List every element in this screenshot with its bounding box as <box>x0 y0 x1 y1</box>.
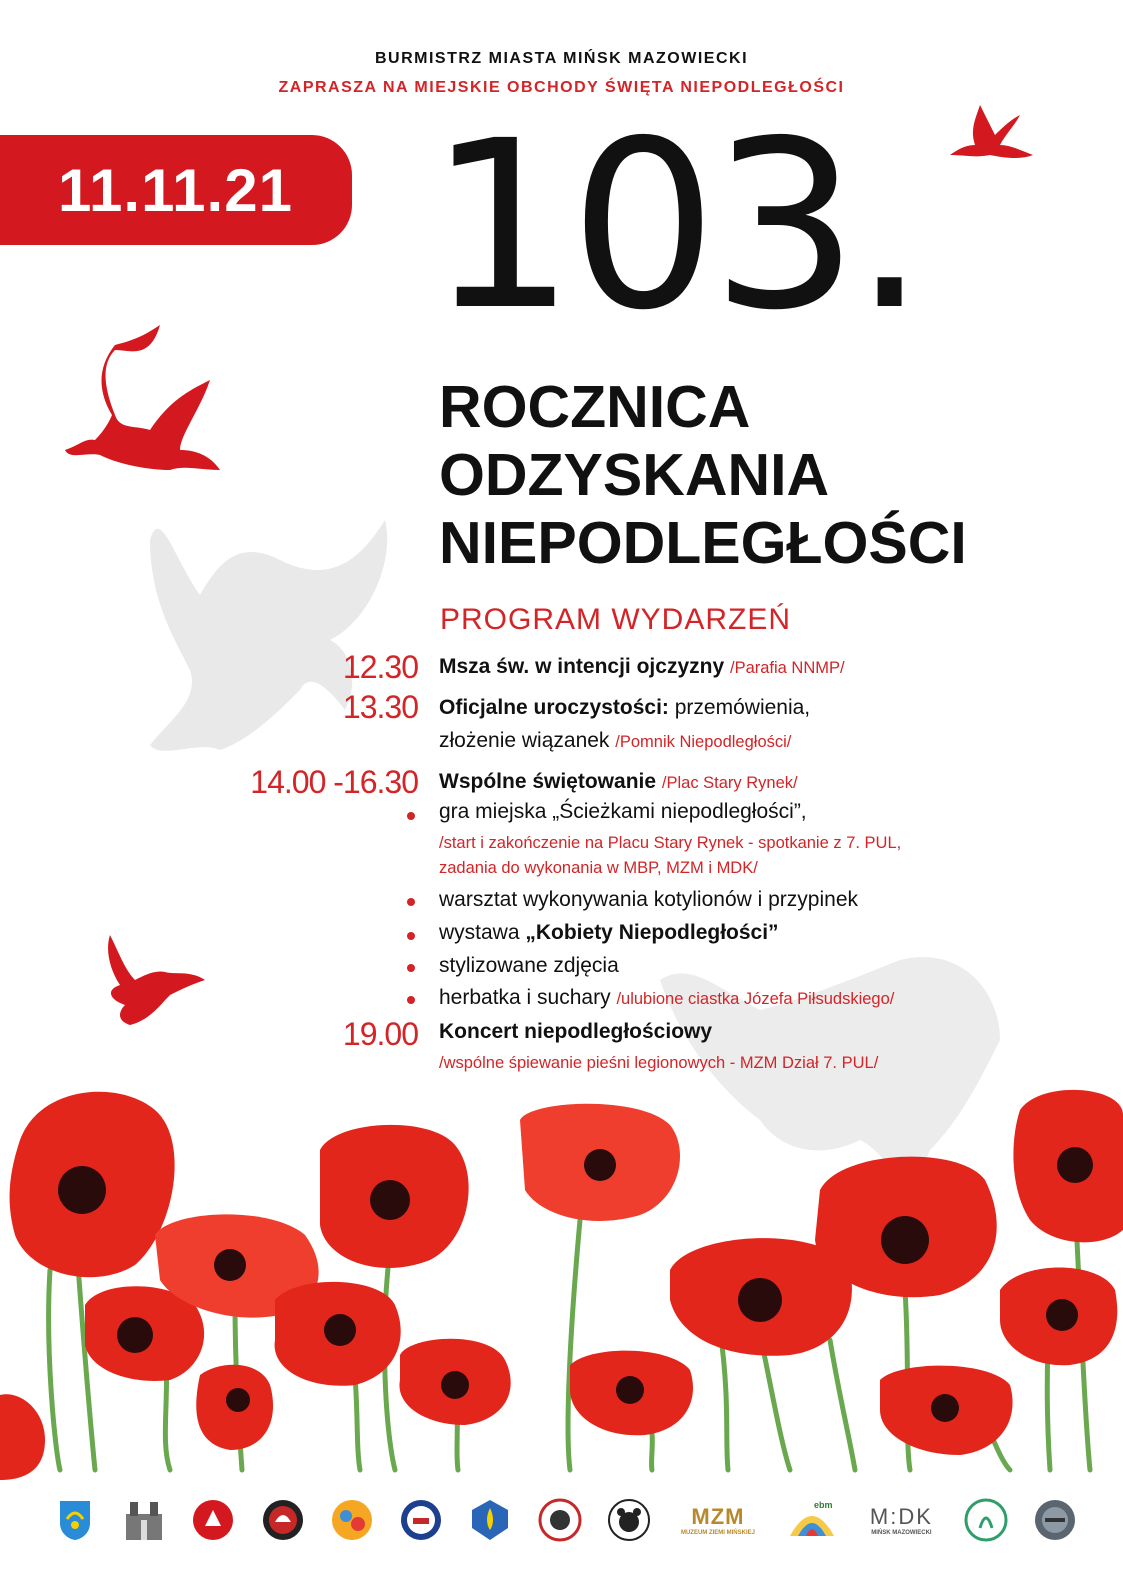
school-number-logo <box>535 1495 585 1545</box>
program-item-note: /start i zakończenie na Placu Stary Rynek - spotkanie z 7. PUL, <box>439 834 902 852</box>
organizer-heading: BURMISTRZ MIASTA MIŃSK MAZOWIECKI <box>374 50 749 67</box>
headline-line-2: ODZYSKANIA <box>439 442 830 508</box>
event-title: Oficjalne uroczystości: <box>439 696 669 719</box>
event-time: 19.00 <box>342 1016 418 1052</box>
headline-line-3: NIEPODLEGŁOŚCI <box>439 510 967 576</box>
eagle-club-logo <box>258 1495 308 1545</box>
mzm-logo-subtitle: MUZEUM ZIEMI MIŃSKIEJ <box>680 1530 755 1536</box>
panda-logo <box>604 1495 654 1545</box>
poppy-flower <box>1000 1268 1117 1366</box>
poppy-flower <box>10 1092 175 1277</box>
poppy-flower <box>196 1365 273 1450</box>
mzm-logo-text: MZM <box>691 1504 745 1529</box>
program-item-location: /ulubione ciastka Józefa Piłsudskiego/ <box>616 990 895 1008</box>
colorful-mascot-logo <box>327 1495 377 1545</box>
program-item-text: herbatka i suchary <box>439 986 611 1009</box>
ebm-foundation-logo <box>782 1495 842 1545</box>
mzm-museum-logo <box>673 1495 763 1545</box>
event-location: /Plac Stary Rynek/ <box>661 774 798 792</box>
program-item-prefix: wystawa <box>439 921 526 944</box>
date-badge <box>0 135 352 245</box>
bullet-icon <box>407 898 415 906</box>
event-line <box>439 655 845 679</box>
event-line <box>439 770 798 794</box>
headline-line-1: ROCZNICA <box>439 374 751 440</box>
event-title: Wspólne świętowanie <box>439 770 657 793</box>
date-text: 11.11.21 <box>58 156 293 224</box>
event-location: /wspólne śpiewanie pieśni legionowych - MZM Dział 7. PUL/ <box>439 1054 879 1072</box>
city-crest-logo <box>50 1495 100 1545</box>
anniversary-number: 103. <box>428 91 921 361</box>
ebm-logo-text: ebm <box>814 1500 833 1510</box>
poppy-flower <box>275 1282 401 1386</box>
event-location: /Pomnik Niepodległości/ <box>615 733 792 751</box>
red-bird-illustration <box>60 320 230 480</box>
red-bird-small-illustration <box>945 100 1035 170</box>
event-time: 12.30 <box>342 649 418 685</box>
mdk-logo <box>861 1495 941 1545</box>
event-line <box>439 1020 712 1044</box>
poppy-flower <box>1013 1090 1123 1242</box>
event-time: 14.00 -16.30 <box>250 764 418 800</box>
program-item: gra miejska „Ścieżkami niepodległości”, <box>439 800 807 823</box>
bullet-icon <box>407 996 415 1004</box>
program-item-note: zadania do wykonania w MBP, MZM i MDK/ <box>439 859 758 877</box>
sponsor-logos <box>50 1490 1080 1550</box>
program-item: warsztat wykonywania kotylionów i przypinek <box>439 888 859 911</box>
event-detail: przemówienia, <box>674 696 811 719</box>
poppy-flower <box>815 1157 997 1298</box>
bullet-icon <box>407 932 415 940</box>
poppy-flower <box>0 1394 45 1480</box>
poppy-flower <box>880 1366 1013 1455</box>
event-line <box>439 696 810 720</box>
scouts-lily-logo <box>465 1495 515 1545</box>
poppy-flower <box>520 1104 680 1221</box>
poppy-flower <box>320 1125 469 1268</box>
poppy-flower <box>399 1339 510 1425</box>
event-title: Msza św. w intencji ojczyzny <box>439 655 725 678</box>
poppy-flower <box>570 1351 693 1436</box>
mdk-logo-text: M:DK <box>869 1504 933 1529</box>
church-logo <box>119 1495 169 1545</box>
bullet-icon <box>407 964 415 972</box>
fire-brigade-logo <box>188 1495 238 1545</box>
program-item <box>439 986 894 1010</box>
red-bird-lower-illustration <box>100 930 210 1030</box>
event-time: 13.30 <box>342 689 418 725</box>
regiment-badge-logo <box>1030 1495 1080 1545</box>
program-title: PROGRAM WYDARZEŃ <box>440 603 792 636</box>
invitation-heading: ZAPRASZA NA MIEJSKIE OBCHODY ŚWIĘTA NIEPODLEGŁOŚCI <box>278 79 845 96</box>
event-detail: złożenie wiązanek <box>439 729 610 752</box>
event-location: /Parafia NNMP/ <box>729 659 845 677</box>
bullet-icon <box>407 812 415 820</box>
program-item <box>439 921 779 945</box>
event-line <box>439 729 791 753</box>
event-title: Koncert niepodległościowy <box>439 1020 713 1043</box>
program-item: stylizowane zdjęcia <box>439 954 619 977</box>
program-item-bold: „Kobiety Niepodległości” <box>525 921 779 944</box>
association-seal-logo <box>396 1495 446 1545</box>
art-school-logo <box>961 1495 1011 1545</box>
mdk-logo-subtitle: MIŃSK MAZOWIECKI <box>871 1530 932 1536</box>
